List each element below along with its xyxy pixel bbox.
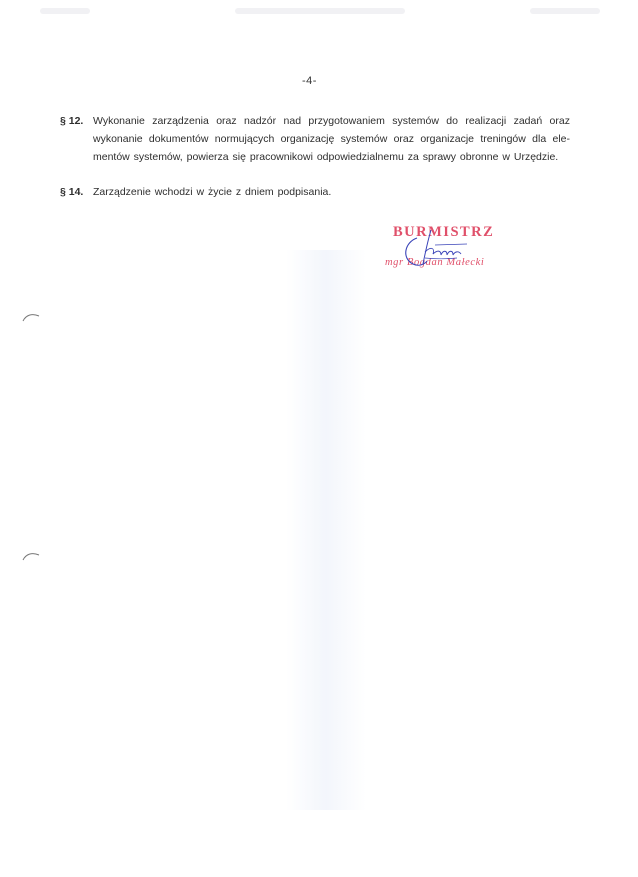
paragraph-12 [60, 112, 570, 166]
punch-hole-mark [22, 551, 40, 561]
scan-smudge [40, 8, 90, 14]
stamp-name: mgr Bogdan Małecki [385, 257, 485, 268]
handwritten-signature [395, 228, 475, 272]
scan-smudge [530, 8, 600, 14]
paragraph-text [93, 112, 570, 166]
paragraph-mark: § 12. [60, 115, 84, 127]
stamp-title: BURMISTRZ [393, 224, 495, 240]
paragraph-line: Wykonanie zarządzenia oraz nadzór nad przygotowaniem systemów do realizacji zadań oraz [93, 115, 570, 127]
paragraph-line: mentów systemów, powierza się pracownikowi odpowiedzialnemu za sprawy obronne w Urzędzie. [93, 151, 559, 163]
paragraph-line: wykonanie dokumentów normujących organizację systemów oraz organizacje treningów dla ele- [93, 133, 570, 145]
paragraph-mark: § 14. [60, 186, 84, 198]
punch-hole-mark [22, 312, 40, 322]
scan-smudge [235, 8, 405, 14]
paragraph-text [93, 183, 570, 201]
scan-shadow [286, 250, 366, 810]
page-number: -4- [302, 75, 317, 87]
paragraph-14 [60, 183, 570, 201]
paragraph-line: Zarządzenie wchodzi w życie z dniem podpisania. [93, 186, 332, 198]
